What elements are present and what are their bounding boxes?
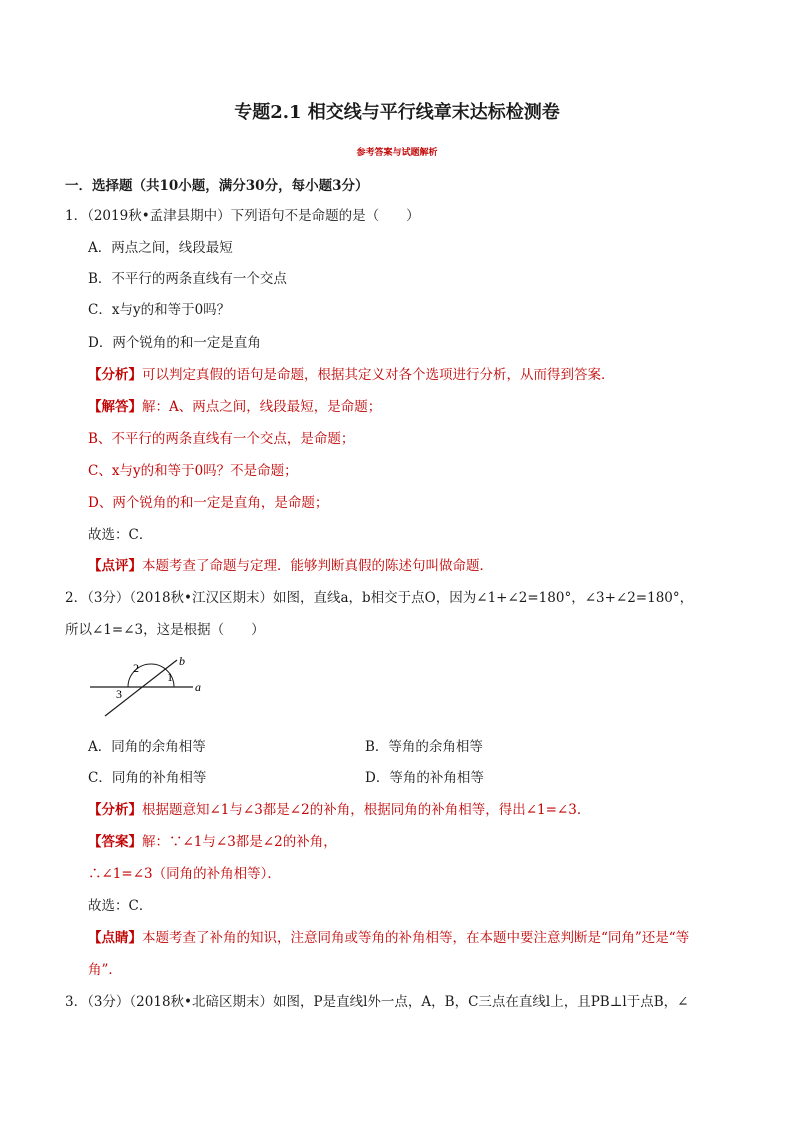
label-b: b (179, 654, 185, 668)
question-3-stem: 3．（3分）（2018秋•北碚区期末）如图，P是直线l外一点，A，B，C三点在直线l上，且PB⊥l于点B，∠ (65, 994, 689, 1010)
question-1-answer (88, 398, 381, 416)
label-a: a (195, 680, 201, 694)
question-1-option-b: B．不平行的两条直线有一个交点 (88, 271, 287, 287)
question-2-analysis (88, 801, 590, 819)
answer-line: ∴∠1=∠3（同角的补角相等）． (88, 866, 281, 882)
comment-tag: 【点评】 (88, 558, 142, 574)
question-2-comment (88, 929, 689, 947)
section-heading: 一．选择题（共10小题，满分30分，每小题3分） (65, 178, 369, 194)
question-2-choice: 故选：C． (88, 898, 153, 914)
answer-line: 解：A、两点之间，线段最短，是命题； (142, 399, 382, 415)
question-1-option-a: A．两点之间，线段最短 (88, 240, 233, 256)
page-title: 专题2.1 相交线与平行线章末达标检测卷 (234, 102, 560, 123)
label-angle-1: 1 (167, 670, 173, 684)
page-subtitle: 参考答案与试题解析 (356, 148, 438, 158)
analysis-text: 可以判定真假的语句是命题，根据其定义对各个选项进行分析，从而得到答案． (142, 367, 615, 383)
comment-tag: 【点睛】 (88, 930, 142, 946)
comment-text: 本题考查了补角的知识，注意同角或等角的补角相等，在本题中要注意判断是“同角”还是“等 (142, 930, 690, 946)
question-2-stem-line-2: 所以∠1=∠3，这是根据（ ） (65, 622, 265, 638)
question-1-stem: 1．（2019秋•孟津县期中）下列语句不是命题的是（ ） (65, 208, 420, 224)
question-2-stem-line-1: 2．（3分）（2018秋•江汉区期末）如图，直线a，b相交于点O，因为∠1+∠2=180°，∠3+∠2=180°， (65, 590, 694, 606)
comment-text: 本题考查了命题与定理．能够判断真假的陈述句叫做命题． (142, 558, 493, 574)
analysis-tag: 【分析】 (88, 802, 142, 818)
answer-line: B、不平行的两条直线有一个交点，是命题； (88, 431, 355, 447)
analysis-text: 根据题意知∠1与∠3都是∠2的补角，根据同角的补角相等，得出∠1=∠3． (142, 802, 591, 818)
label-angle-3: 3 (116, 687, 122, 701)
answer-line: D、两个锐角的和一定是直角，是命题； (88, 495, 329, 511)
intersecting-lines-figure (85, 650, 215, 720)
question-1-option-d: D．两个锐角的和一定是直角 (88, 335, 261, 351)
answer-line: C、x与y的和等于0吗？不是命题； (88, 463, 298, 479)
question-2-option-c: C．同角的补角相等 (88, 770, 207, 786)
question-1-comment (88, 557, 493, 575)
answer-line: 解：∵∠1与∠3都是∠2的补角， (142, 834, 337, 850)
question-2-option-b: B．等角的余角相等 (365, 739, 483, 755)
question-1-choice: 故选：C． (88, 527, 153, 543)
label-angle-2: 2 (133, 661, 139, 675)
question-1-analysis (88, 366, 615, 384)
question-2-answer (88, 833, 337, 851)
answer-tag: 【答案】 (88, 834, 142, 850)
question-1-option-c: C．x与y的和等于0吗？ (88, 302, 231, 318)
question-2-option-d: D．等角的补角相等 (365, 770, 484, 786)
comment-text: 角”． (88, 962, 122, 978)
analysis-tag: 【分析】 (88, 367, 142, 383)
answer-tag: 【解答】 (88, 399, 142, 415)
question-2-option-a: A．同角的余角相等 (88, 739, 206, 755)
